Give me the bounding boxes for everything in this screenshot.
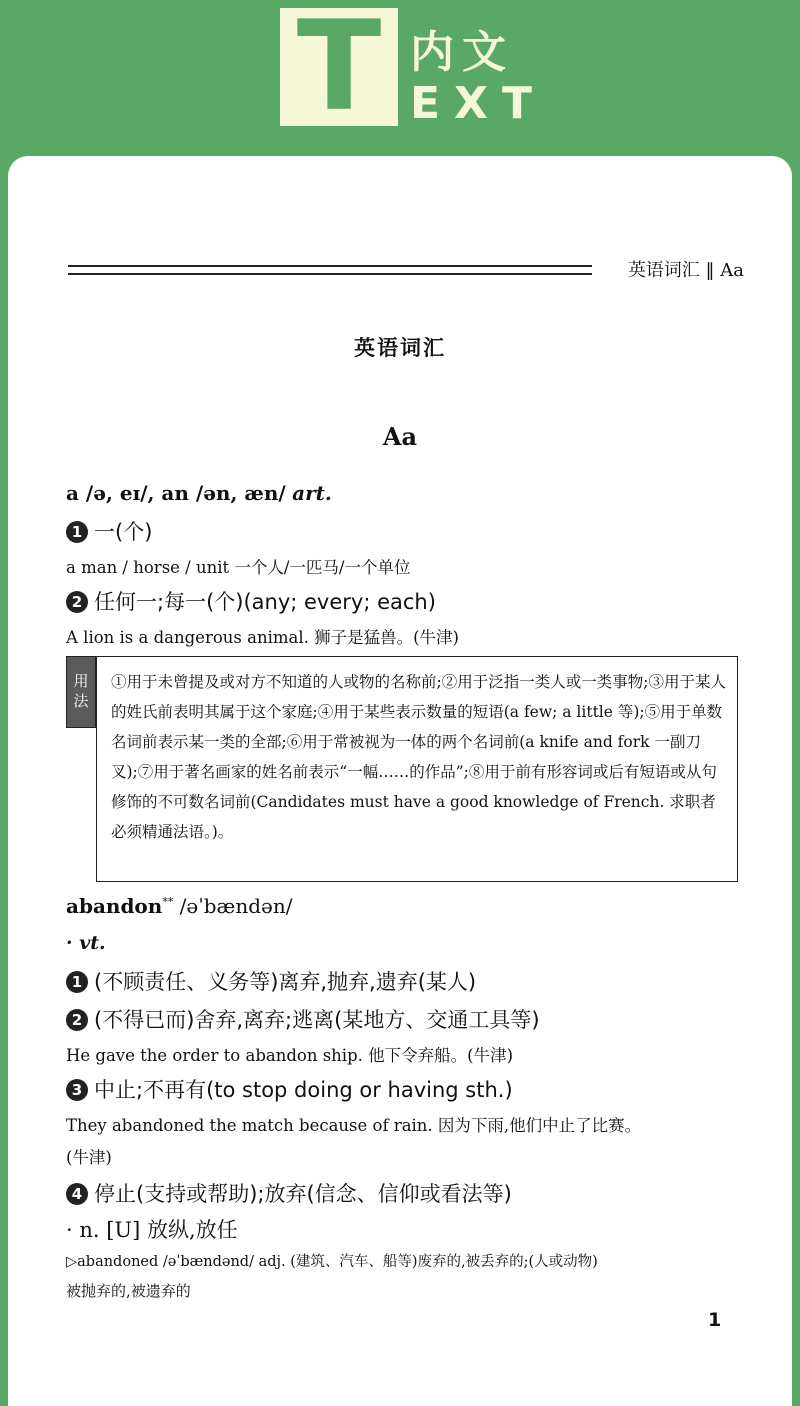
pos-n-sense (66, 1214, 238, 1244)
headword-abandon (66, 894, 292, 918)
pos-n-text: · n. [U] 放纵,放任 (66, 1218, 238, 1242)
example-abandon-2: He gave the order to abandon ship. 他下令弃船。(牛津) (66, 1046, 514, 1065)
sense-abandon-4 (66, 1178, 512, 1208)
page-number: 1 (708, 1309, 722, 1331)
sense-number-icon: 3 (66, 1079, 88, 1101)
pos-art: art. (292, 481, 332, 505)
derived-abandoned-b: 被抛弃的,被遗弃的 (66, 1282, 191, 1300)
sense-abandon-3 (66, 1074, 513, 1104)
letter-heading: Aa (382, 422, 418, 451)
running-head-text: 英语词汇 ‖ Aa (627, 260, 744, 281)
sense-number-icon: 1 (66, 971, 88, 993)
sense-abandon-1-text: (不顾责任、义务等)离弃,抛弃,遗弃(某人) (94, 970, 477, 994)
logo-letter: T (296, 0, 382, 139)
sense-a-1 (66, 516, 152, 546)
running-head (68, 256, 744, 286)
headword-a (66, 481, 332, 505)
banner-title-en: EXT (410, 78, 546, 129)
frequency-stars: ** (162, 895, 174, 909)
usage-text: ①用于未曾提及或对方不知道的人或物的名称前;②用于泛指一类人或一类事物;③用于某人的姓氏前表明其属于这个家庭;④用于某些表示数量的短语(a few; a little 等);⑤用于单数名词前表示某一类的全部;⑥用于常被视为一体的两个名词前(a knife and fork 一副刀叉);⑦用于著名画家的姓名前表示“一幅……的作品”;⑧用于前有形容词或后有短语或从句修饰的不可数名词前(Candidates must have a good knowledge of French. 求职者必须精通法语。)。 (111, 673, 726, 841)
example-a-2: A lion is a dangerous animal. 狮子是猛兽。(牛津) (66, 628, 459, 647)
example-abandon-3b: (牛津) (66, 1148, 112, 1167)
sense-a-1-text: 一(个) (94, 520, 153, 544)
sense-a-2 (66, 586, 436, 616)
sense-abandon-2-text: (不得已而)舍弃,离弃;逃离(某地方、交通工具等) (94, 1008, 540, 1032)
sense-abandon-4-text: 停止(支持或帮助);放弃(信念、信仰或看法等) (94, 1182, 512, 1206)
sense-abandon-2 (66, 1004, 540, 1034)
double-rule (68, 265, 592, 275)
sense-number-icon: 1 (66, 521, 88, 543)
example-abandon-3a: They abandoned the match because of rain. 因为下雨,他们中止了比赛。 (66, 1116, 642, 1135)
phonetic-abandon: /əˈbændən/ (179, 894, 293, 918)
banner-title-cn: 内文 (410, 27, 514, 78)
pos-vt: · vt. (66, 932, 106, 954)
sense-a-2-text: 任何一;每一(个)(any; every; each) (94, 590, 436, 614)
logo-block (280, 0, 398, 139)
section-title: 英语词汇 (354, 336, 446, 360)
banner (0, 0, 800, 160)
sense-number-icon: 2 (66, 591, 88, 613)
example-a-1: a man / horse / unit 一个人/一匹马/一个单位 (66, 558, 411, 577)
derived-abandoned-a: ▷abandoned /əˈbændənd/ adj. (建筑、汽车、船等)废弃的,被丢弃的;(人或动物) (66, 1254, 598, 1270)
sense-number-icon: 2 (66, 1009, 88, 1031)
page (8, 156, 792, 1406)
usage-tag: 用法 (66, 656, 96, 728)
sense-abandon-3-text: 中止;不再有(to stop doing or having sth.) (94, 1078, 513, 1102)
sense-number-icon: 4 (66, 1183, 88, 1205)
headword-abandon-text: abandon (66, 894, 163, 918)
sense-abandon-1 (66, 966, 476, 996)
usage-box (96, 656, 738, 882)
headword-a-text: a /ə, eɪ/, an /ən, æn/ (66, 481, 286, 505)
